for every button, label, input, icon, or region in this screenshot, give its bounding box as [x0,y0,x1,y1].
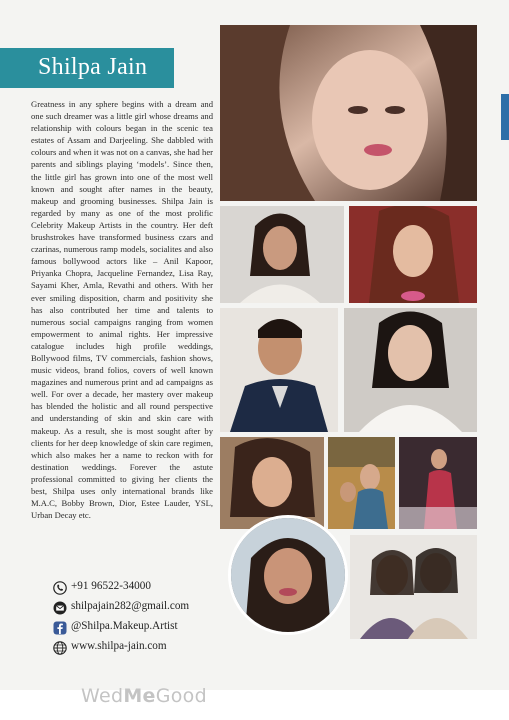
photo-makeup-session [328,437,395,529]
email-icon [53,600,67,614]
phone-icon [53,580,67,594]
photo-portrait-5 [344,308,477,432]
photo-artist-circle [228,515,348,635]
photo-portrait-6 [220,437,324,529]
brand-part-me: Me [123,685,156,707]
phone-number: +91 96522-34000 [71,580,151,592]
brand-watermark [81,685,207,707]
email-address: shilpajain282@gmail.com [71,600,190,612]
bio-text: Greatness in any sphere begins with a dream and one such dreamer was a little girl whose dreams and relationship with colours began in the scenic tea estates of Assam and Darjeeling. She dabbled with colours and when it was not on a canvas, she had her parents and siblings playing ‘models’. Since then, the little girl has grown into one of the most well known and sought after names in the beauty, makeup and grooming businesses. Shilpa Jain is regarded by many as one of the most prolific Celebrity Makeup Artists in the country. Her deft brushstrokes have transformed business czars and czarinas, numerous ramp models, socialites and also famous bollywood actors like – Anil Kapoor, Priyanka Chopra, Jacqueline Fernandez, Lisa Ray, Sayami Kher, Amla, Revathi and others. With her ever smiling disposition, charm and positivity she has also contributed her time and talents to numerous social campaigns ranging from women empowerment to animal rights. Her impressive catalogue includes high profile weddings, Bollywood films, TV commercials, fashion shows, music videos, brand folios, covers of well known magazines and numerous print and ad campaigns as well. For over a decade, her mastery over makeup has blended the holistic and all round perspective and understanding of skin and skin care with makeup. As a result, she is most sought after by clients for her deep knowledge of skin care regimen, which also makes her a name to reckon with for destination weddings. Forever the astute professional committed to giving her clients the best, Shilpa uses only international brands like M.A.C, Bobby Brown, Dior, Estee Lauder, YSL, Urban Decay etc. [31,99,213,521]
edge-tab [501,94,509,140]
title-banner [0,48,174,88]
contact-list [53,578,253,658]
website-url: www.shilpa-jain.com [71,640,167,652]
contact-facebook[interactable] [53,618,253,638]
footer [0,690,509,720]
facebook-handle: @Shilpa.Makeup.Artist [71,620,178,632]
globe-icon [53,640,67,654]
photo-portrait-4 [220,308,338,432]
facebook-icon [53,620,67,634]
contact-phone[interactable] [53,578,253,598]
photo-artist-with-celebrity [350,535,477,639]
photo-hero-portrait [220,25,477,201]
photo-portrait-3 [349,206,477,303]
brand-part-wed: Wed [81,685,124,707]
photo-portrait-2 [220,206,344,303]
page-title: Shilpa Jain [38,54,148,80]
photo-ramp-saree [399,437,477,529]
contact-website[interactable] [53,638,253,658]
contact-email[interactable] [53,598,253,618]
brand-part-good: Good [155,685,207,707]
